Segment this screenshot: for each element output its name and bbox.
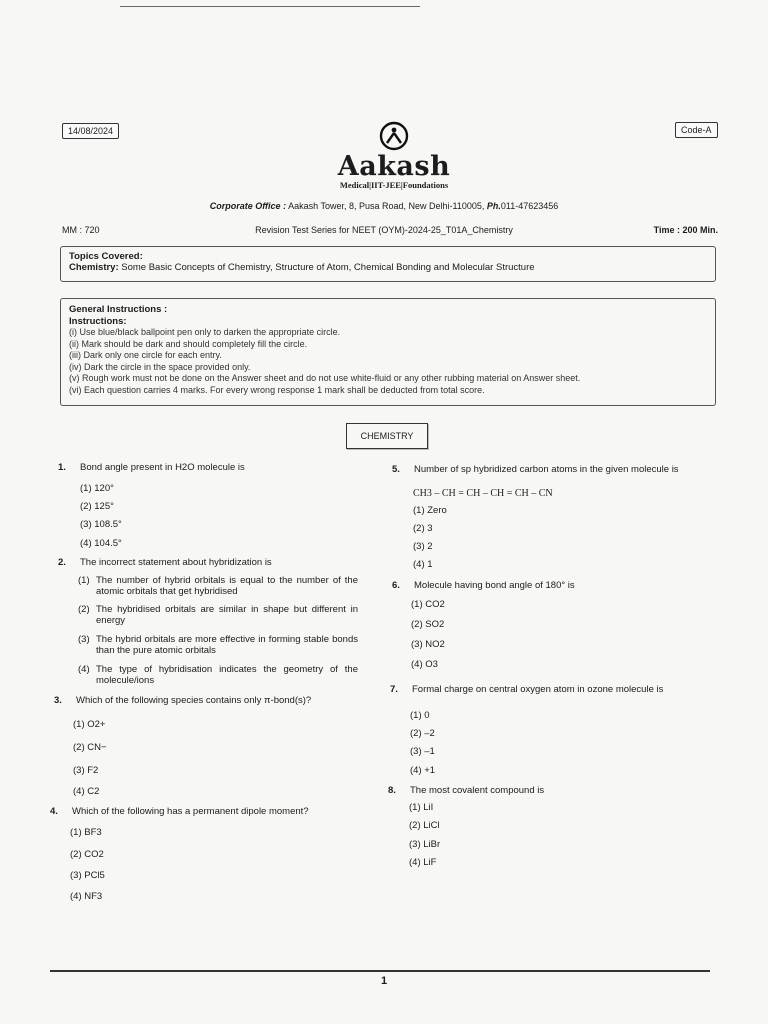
question-6 xyxy=(392,580,692,592)
option-text: The type of hybridisation indicates the geometry of the molecule/ions xyxy=(96,664,358,686)
option[interactable]: (3) NO2 xyxy=(411,639,445,650)
aakash-logo xyxy=(330,121,458,190)
option[interactable]: (3) F2 xyxy=(73,765,99,776)
option-text: The hybridised orbitals are similar in shape but different in energy xyxy=(96,604,358,626)
instruction-item: (iv) Dark the circle in the space provided only. xyxy=(69,361,251,372)
option[interactable]: (1) Zero xyxy=(413,505,447,516)
aakash-emblem-icon xyxy=(378,121,410,151)
option[interactable]: (4) C2 xyxy=(73,786,100,797)
topics-box xyxy=(60,246,716,282)
option[interactable]: (4) +1 xyxy=(410,765,436,776)
question-4 xyxy=(50,806,370,818)
option[interactable] xyxy=(78,634,358,656)
instruction-item: (ii) Mark should be dark and should completely fill the circle. xyxy=(69,338,308,349)
option[interactable]: (1) BF3 xyxy=(70,827,102,838)
option[interactable]: (2) 3 xyxy=(413,523,433,534)
option[interactable]: (3) LiBr xyxy=(409,839,441,850)
molecule-formula: CH3 – CH = CH – CH = CH – CN xyxy=(413,488,553,499)
question-stem: Which of the following has a permanent dipole moment? xyxy=(72,806,309,817)
option-number: (1) xyxy=(78,575,90,586)
corporate-label: Corporate Office : xyxy=(209,201,287,211)
section-label: CHEMISTRY xyxy=(346,423,428,449)
question-stem: Bond angle present in H2O molecule is xyxy=(80,462,245,473)
question-number: 4. xyxy=(50,806,58,817)
time-limit: Time : 200 Min. xyxy=(653,225,718,235)
option[interactable] xyxy=(78,604,358,626)
option[interactable]: (3) PCl5 xyxy=(70,870,105,881)
question-7 xyxy=(390,684,690,708)
instruction-item: (iii) Dark only one circle for each entry. xyxy=(69,350,222,360)
question-number: 5. xyxy=(392,464,400,475)
question-number: 2. xyxy=(58,557,66,568)
option-text: The number of hybrid orbitals is equal to the number of the atomic orbitals that get hybridised xyxy=(96,575,358,597)
option[interactable]: (4) 104.5° xyxy=(80,538,122,549)
topics-text: Some Basic Concepts of Chemistry, Structure of Atom, Chemical Bonding and Molecular Structure xyxy=(118,262,535,273)
option[interactable] xyxy=(78,575,358,597)
question-stem: The most covalent compound is xyxy=(410,785,545,796)
option[interactable]: (4) LiF xyxy=(409,857,437,868)
option[interactable]: (1) LiI xyxy=(409,802,434,813)
instructions-box xyxy=(60,298,716,406)
phone-number: 011-47623456 xyxy=(500,201,559,211)
option[interactable]: (4) O3 xyxy=(411,659,438,670)
topics-line xyxy=(69,262,707,273)
instructions-heading: General Instructions : xyxy=(69,304,168,315)
option[interactable]: (3) 2 xyxy=(413,541,433,552)
question-stem: Number of sp hybridized carbon atoms in the given molecule is xyxy=(414,464,679,475)
corporate-office xyxy=(0,201,768,211)
option-text: The hybrid orbitals are more effective in forming stable bonds than the pure atomic orbitals xyxy=(96,634,358,656)
option[interactable]: (1) CO2 xyxy=(411,599,445,610)
brand-tagline: Medical|IIT-JEE|Foundations xyxy=(339,180,449,190)
question-2 xyxy=(58,557,358,569)
option-number: (3) xyxy=(78,634,90,645)
max-marks: MM : 720 xyxy=(62,225,100,235)
option[interactable]: (2) 125° xyxy=(80,501,114,512)
corporate-address: Aakash Tower, 8, Pusa Road, New Delhi-110005, xyxy=(286,201,487,211)
paper-code: Code-A xyxy=(675,122,718,138)
question-number: 8. xyxy=(388,785,396,796)
option[interactable]: (2) CO2 xyxy=(70,849,104,860)
option-number: (4) xyxy=(78,664,90,675)
question-8 xyxy=(388,785,688,797)
question-stem: The incorrect statement about hybridization is xyxy=(80,557,272,568)
exam-date: 14/08/2024 xyxy=(62,123,119,139)
top-rule xyxy=(120,6,420,7)
question-stem: Formal charge on central oxygen atom in ozone molecule is xyxy=(412,684,664,695)
question-stem: Molecule having bond angle of 180° is xyxy=(414,580,575,591)
instructions-subheading: Instructions: xyxy=(69,315,127,327)
question-number: 1. xyxy=(58,462,66,473)
instruction-item: (i) Use blue/black ballpoint pen only to darken the appropriate circle. xyxy=(69,327,341,337)
option[interactable]: (1) 0 xyxy=(410,710,430,721)
question-number: 6. xyxy=(392,580,400,591)
topics-heading: Topics Covered: xyxy=(69,251,143,262)
option[interactable]: (1) 120° xyxy=(80,483,114,494)
instruction-item: (vi) Each question carries 4 marks. For every wrong response 1 mark shall be deducted from total score. xyxy=(69,384,485,395)
topics-subject: Chemistry: xyxy=(69,262,119,273)
question-number: 7. xyxy=(390,684,398,695)
option[interactable]: (3) –1 xyxy=(410,746,435,757)
option[interactable]: (2) CN− xyxy=(73,742,107,753)
phone-label: Ph. xyxy=(486,201,501,211)
option[interactable]: (2) SO2 xyxy=(411,619,445,630)
question-stem: Which of the following species contains only π-bond(s)? xyxy=(76,695,312,706)
option[interactable]: (1) O2+ xyxy=(73,719,106,730)
option[interactable]: (2) LiCl xyxy=(409,820,440,831)
option[interactable]: (3) 108.5° xyxy=(80,519,122,530)
option[interactable]: (4) NF3 xyxy=(70,891,103,902)
instruction-item: (v) Rough work must not be done on the Answer sheet and do not use white-fluid or any other rubbing material on Answer sheet. xyxy=(69,373,581,383)
page-number: 1 xyxy=(380,975,388,987)
option[interactable]: (2) –2 xyxy=(410,728,435,739)
brand-name: Aakash xyxy=(337,151,451,182)
option[interactable] xyxy=(78,664,358,686)
footer-rule xyxy=(50,970,710,972)
question-5 xyxy=(392,464,692,488)
question-3 xyxy=(54,695,364,707)
option-number: (2) xyxy=(78,604,90,615)
question-number: 3. xyxy=(54,695,62,706)
question-1 xyxy=(58,462,358,474)
option[interactable]: (4) 1 xyxy=(413,559,433,570)
test-series-title: Revision Test Series for NEET (OYM)-2024-25_T01A_Chemistry xyxy=(255,225,513,235)
